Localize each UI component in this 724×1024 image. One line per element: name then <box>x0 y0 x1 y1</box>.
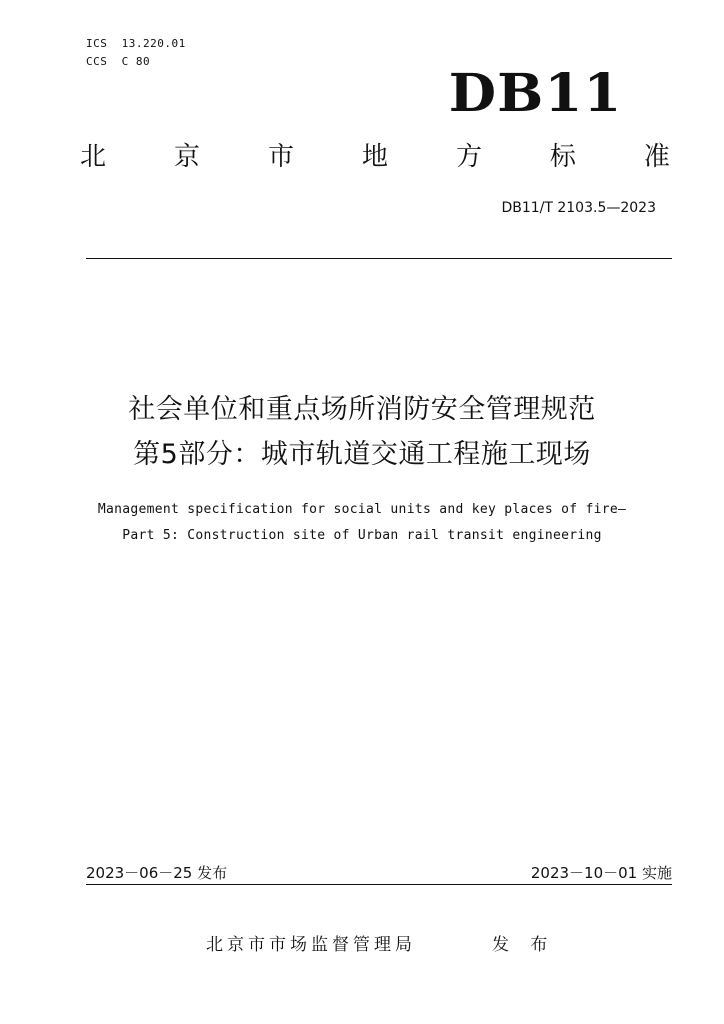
standard-number: DB11/T 2103.5—2023 <box>501 200 656 216</box>
chinese-title-line-2: 第5部分：城市轨道交通工程施工现场 <box>133 439 591 470</box>
implementation-date: 2023－10－01 实施 <box>530 864 672 882</box>
standard-type-char: 准 <box>643 142 670 172</box>
english-title-line-2: Part 5: Construction site of Urban rail transit engineering <box>122 528 602 543</box>
ccs-code: CCS C 80 <box>86 55 151 68</box>
standard-type-char: 京 <box>173 142 200 172</box>
standard-type-char: 标 <box>549 142 576 172</box>
english-title-line-1: Management specification for social units and key places of fire— <box>97 502 627 517</box>
bottom-divider <box>86 884 672 885</box>
standard-type-heading <box>80 140 670 174</box>
standard-type-char: 市 <box>267 142 294 172</box>
top-divider <box>86 258 672 259</box>
db11-logo: DB11 <box>448 63 622 124</box>
standard-type-char: 北 <box>80 142 107 172</box>
publisher-name: 北京市市场监督管理局 <box>206 935 416 955</box>
ics-code: ICS 13.220.01 <box>86 37 186 50</box>
standard-type-char: 方 <box>455 142 482 172</box>
standard-type-char: 地 <box>361 142 388 172</box>
publish-label: 发 布 <box>492 935 556 955</box>
chinese-title-line-1: 社会单位和重点场所消防安全管理规范 <box>128 394 596 425</box>
publish-date: 2023－06－25 发布 <box>86 864 228 882</box>
